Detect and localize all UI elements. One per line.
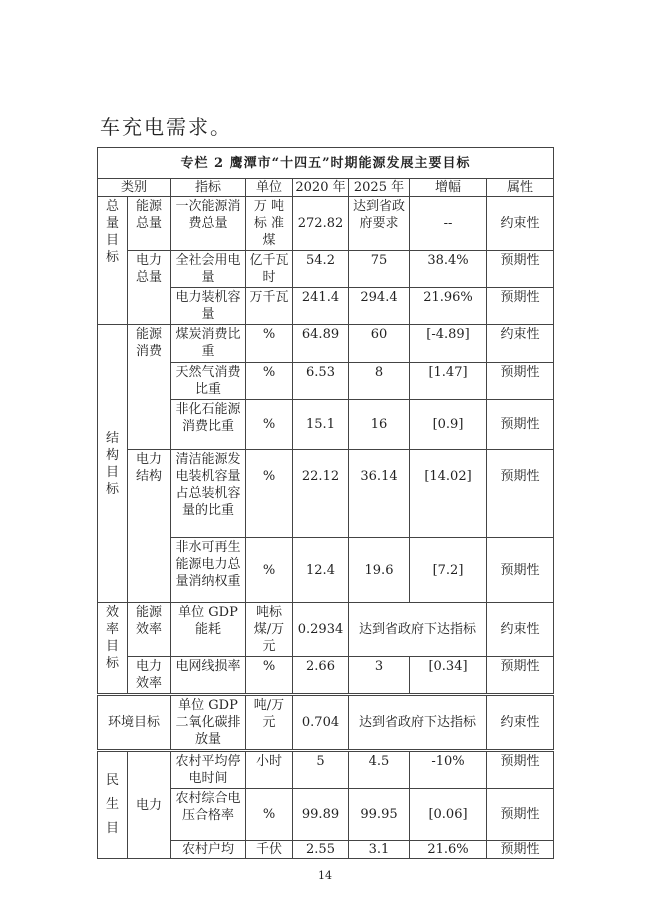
value-2025: 60 bbox=[349, 325, 410, 363]
header-growth: 增幅 bbox=[410, 179, 487, 197]
indicator: 煤炭消费比重 bbox=[171, 325, 246, 363]
value-2025: 75 bbox=[349, 251, 410, 288]
page-number: 14 bbox=[318, 869, 332, 882]
value-2020: 54.2 bbox=[293, 251, 349, 288]
unit: 万千瓦 bbox=[246, 288, 293, 325]
table-row bbox=[98, 325, 554, 363]
indicator: 清洁能源发电装机容量占总装机容量的比重 bbox=[171, 450, 246, 538]
indicator: 电力装机容量 bbox=[171, 288, 246, 325]
target-2025: 达到省政府下达指标 bbox=[349, 603, 487, 657]
attribute: 约束性 bbox=[487, 603, 554, 657]
unit: % bbox=[246, 657, 293, 695]
header-attribute: 属性 bbox=[487, 179, 554, 197]
value-2020: 241.4 bbox=[293, 288, 349, 325]
indicator: 天然气消费比重 bbox=[171, 363, 246, 400]
table-row bbox=[98, 603, 554, 657]
value-2025: 16 bbox=[349, 400, 410, 450]
attribute: 预期性 bbox=[487, 538, 554, 603]
unit: % bbox=[246, 400, 293, 450]
attribute: 预期性 bbox=[487, 841, 554, 859]
unit: 亿千瓦时 bbox=[246, 251, 293, 288]
lead-text: 车充电需求。 bbox=[100, 115, 232, 139]
indicator: 非化石能源消费比重 bbox=[171, 400, 246, 450]
growth: -- bbox=[410, 197, 487, 251]
indicator: 非水可再生能源电力总量消纳权重 bbox=[171, 538, 246, 603]
unit: % bbox=[246, 789, 293, 841]
energy-targets-table bbox=[97, 147, 554, 859]
value-2020: 272.82 bbox=[293, 197, 349, 251]
growth: [1.47] bbox=[410, 363, 487, 400]
value-2020: 5 bbox=[293, 751, 349, 789]
value-2020: 15.1 bbox=[293, 400, 349, 450]
group-total: 总量目标 bbox=[98, 197, 128, 325]
unit: 小时 bbox=[246, 751, 293, 789]
subgroup-power-structure: 电力结构 bbox=[128, 450, 171, 603]
subgroup-power: 电力 bbox=[128, 751, 171, 859]
growth: [0.34] bbox=[410, 657, 487, 695]
growth: -10% bbox=[410, 751, 487, 789]
header-unit: 单位 bbox=[246, 179, 293, 197]
growth: [14.02] bbox=[410, 450, 487, 538]
indicator: 单位 GDP 能耗 bbox=[171, 603, 246, 657]
value-2020: 6.53 bbox=[293, 363, 349, 400]
group-efficiency: 效率目标 bbox=[98, 603, 128, 695]
attribute: 预期性 bbox=[487, 751, 554, 789]
unit: % bbox=[246, 363, 293, 400]
target-2025: 达到省政府下达指标 bbox=[349, 695, 487, 751]
table-row bbox=[98, 251, 554, 288]
subgroup-energy-efficiency: 能源效率 bbox=[128, 603, 171, 657]
table-container bbox=[97, 147, 553, 883]
unit: 吨/万元 bbox=[246, 695, 293, 751]
unit: 吨标煤/万元 bbox=[246, 603, 293, 657]
value-2025: 294.4 bbox=[349, 288, 410, 325]
subgroup-power-efficiency: 电力效率 bbox=[128, 657, 171, 695]
indicator: 电网线损率 bbox=[171, 657, 246, 695]
growth: 38.4% bbox=[410, 251, 487, 288]
indicator: 一次能源消费总量 bbox=[171, 197, 246, 251]
attribute: 预期性 bbox=[487, 363, 554, 400]
value-2025: 8 bbox=[349, 363, 410, 400]
attribute: 预期性 bbox=[487, 288, 554, 325]
attribute: 预期性 bbox=[487, 657, 554, 695]
table-row bbox=[98, 695, 554, 751]
growth: [7.2] bbox=[410, 538, 487, 603]
attribute: 预期性 bbox=[487, 400, 554, 450]
unit: 千伏 bbox=[246, 841, 293, 859]
value-2020: 0.704 bbox=[293, 695, 349, 751]
value-2020: 12.4 bbox=[293, 538, 349, 603]
header-2025: 2025 年 bbox=[349, 179, 410, 197]
subgroup-energy-total: 能源总量 bbox=[128, 197, 171, 251]
table-row bbox=[98, 657, 554, 695]
header-2020: 2020 年 bbox=[293, 179, 349, 197]
table-title: 专栏 2 鹰潭市“十四五”时期能源发展主要目标 bbox=[98, 148, 554, 179]
attribute: 预期性 bbox=[487, 251, 554, 288]
value-2020: 0.2934 bbox=[293, 603, 349, 657]
growth: [-4.89] bbox=[410, 325, 487, 363]
value-2025: 3 bbox=[349, 657, 410, 695]
value-2020: 99.89 bbox=[293, 789, 349, 841]
table-header-row bbox=[98, 179, 554, 197]
indicator: 全社会用电量 bbox=[171, 251, 246, 288]
table-row bbox=[98, 197, 554, 251]
growth: 21.6% bbox=[410, 841, 487, 859]
group-environment: 环境目标 bbox=[98, 695, 171, 751]
group-structure: 结构目标 bbox=[98, 325, 128, 603]
subgroup-power-total: 电力总量 bbox=[128, 251, 171, 325]
header-indicator: 指标 bbox=[171, 179, 246, 197]
attribute: 约束性 bbox=[487, 695, 554, 751]
table-row bbox=[98, 751, 554, 789]
attribute: 约束性 bbox=[487, 197, 554, 251]
indicator: 单位 GDP 二氧化碳排放量 bbox=[171, 695, 246, 751]
indicator: 农村户均 bbox=[171, 841, 246, 859]
table-title-row bbox=[98, 148, 554, 179]
unit: % bbox=[246, 538, 293, 603]
attribute: 预期性 bbox=[487, 789, 554, 841]
value-2020: 64.89 bbox=[293, 325, 349, 363]
value-2020: 22.12 bbox=[293, 450, 349, 538]
growth: 21.96% bbox=[410, 288, 487, 325]
group-livelihood: 民生目 bbox=[98, 751, 128, 859]
value-2020: 2.66 bbox=[293, 657, 349, 695]
header-category: 类别 bbox=[98, 179, 171, 197]
value-2025: 达到省政府要求 bbox=[349, 197, 410, 251]
table-row bbox=[98, 450, 554, 538]
growth: [0.9] bbox=[410, 400, 487, 450]
value-2025: 3.1 bbox=[349, 841, 410, 859]
growth: [0.06] bbox=[410, 789, 487, 841]
indicator: 农村平均停电时间 bbox=[171, 751, 246, 789]
value-2025: 36.14 bbox=[349, 450, 410, 538]
value-2025: 4.5 bbox=[349, 751, 410, 789]
value-2025: 99.95 bbox=[349, 789, 410, 841]
unit: % bbox=[246, 325, 293, 363]
unit: % bbox=[246, 450, 293, 538]
unit: 万 吨 标 准 煤 bbox=[246, 197, 293, 251]
indicator: 农村综合电压合格率 bbox=[171, 789, 246, 841]
value-2020: 2.55 bbox=[293, 841, 349, 859]
attribute: 约束性 bbox=[487, 325, 554, 363]
subgroup-energy-consumption: 能源消费 bbox=[128, 325, 171, 450]
value-2025: 19.6 bbox=[349, 538, 410, 603]
attribute: 预期性 bbox=[487, 450, 554, 538]
